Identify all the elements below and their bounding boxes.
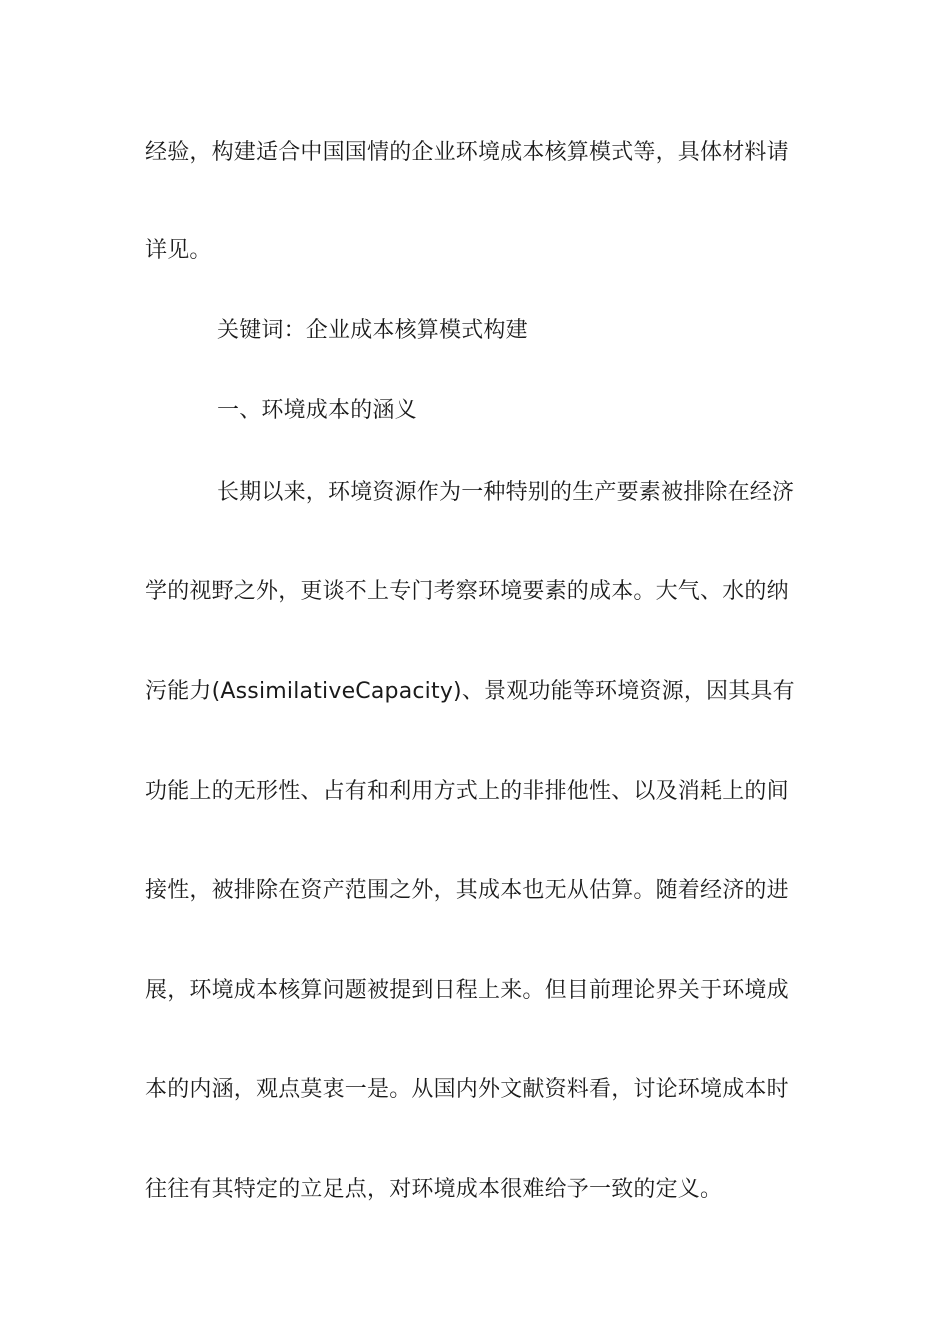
body-text-line: 往往有其特定的立足点，对环境成本很难给予一致的定义。 <box>145 1177 723 1202</box>
section-heading: 一、环境成本的涵义 <box>217 398 417 423</box>
body-text-line: 功能上的无形性、占有和利用方式上的非排他性、以及消耗上的间 <box>145 779 789 804</box>
paragraph-first-line: 长期以来，环境资源作为一种特别的生产要素被排除在经济 <box>217 480 795 505</box>
keywords-line: 关键词：企业成本核算模式构建 <box>217 318 528 343</box>
body-text-line: 接性，被排除在资产范围之外，其成本也无从估算。随着经济的进 <box>145 878 789 903</box>
body-text-line: 污能力(AssimilativeCapacity)、景观功能等环境资源，因其具有 <box>145 679 795 704</box>
body-text-line: 学的视野之外，更谈不上专门考察环境要素的成本。大气、水的纳 <box>145 579 789 604</box>
body-text-line: 展，环境成本核算问题被提到日程上来。但目前理论界关于环境成 <box>145 978 789 1003</box>
body-text-line: 详见。 <box>145 238 212 263</box>
body-text-line: 经验，构建适合中国国情的企业环境成本核算模式等，具体材料请 <box>145 140 789 165</box>
body-text-line: 本的内涵，观点莫衷一是。从国内外文献资料看，讨论环境成本时 <box>145 1077 789 1102</box>
